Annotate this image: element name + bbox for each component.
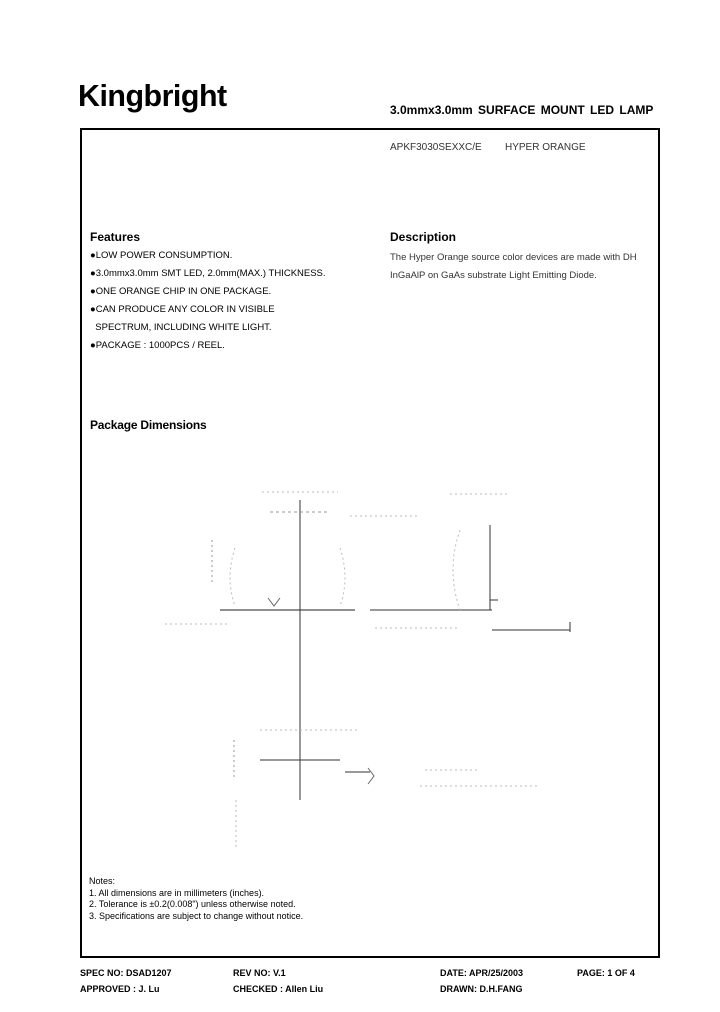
package-dimensions-drawing	[150, 470, 590, 860]
feature-item: ●ONE ORANGE CHIP IN ONE PACKAGE.	[90, 286, 272, 297]
feature-item: ●3.0mmx3.0mm SMT LED, 2.0mm(MAX.) THICKNESS.	[90, 268, 326, 279]
description-text: The Hyper Orange source color devices are made with DH InGaAlP on GaAs substrate Light Emitting Diode.	[390, 252, 637, 281]
feature-item: ●LOW POWER CONSUMPTION.	[90, 250, 233, 261]
features-list	[90, 250, 326, 358]
checked-by: CHECKED : Allen Liu	[233, 984, 324, 994]
note-item: 2. Tolerance is ±0.2(0.008") unless otherwise noted.	[89, 899, 296, 909]
feature-item: SPECTRUM, INCLUDING WHITE LIGHT.	[90, 322, 272, 333]
notes-heading: Notes:	[89, 876, 116, 886]
page-number: PAGE: 1 OF 4	[577, 968, 635, 978]
note-item: 3. Specifications are subject to change without notice.	[89, 910, 304, 921]
approved-by: APPROVED : J. Lu	[80, 984, 160, 994]
kingbright-logo: Kingbright	[78, 78, 227, 113]
package-dimensions-heading: Package Dimensions	[90, 418, 207, 432]
emitting-color: HYPER ORANGE	[505, 142, 586, 153]
spec-number: SPEC NO: DSAD1207	[80, 968, 172, 978]
note-item: 1. All dimensions are in millimeters (inches).	[89, 887, 265, 898]
feature-item: ●PACKAGE : 1000PCS / REEL.	[90, 340, 225, 351]
description-heading: Description	[390, 230, 457, 244]
document-title: 3.0mmx3.0mm SURFACE MOUNT LED LAMP	[390, 103, 654, 117]
notes	[89, 876, 303, 922]
feature-item: ●CAN PRODUCE ANY COLOR IN VISIBLE	[90, 304, 275, 315]
revision-number: REV NO: V.1	[233, 968, 286, 978]
features-heading: Features	[90, 230, 141, 244]
part-number: APKF3030SEXXC/E	[390, 142, 482, 153]
drawn-by: DRAWN: D.H.FANG	[440, 984, 523, 994]
date: DATE: APR/25/2003	[440, 968, 524, 978]
